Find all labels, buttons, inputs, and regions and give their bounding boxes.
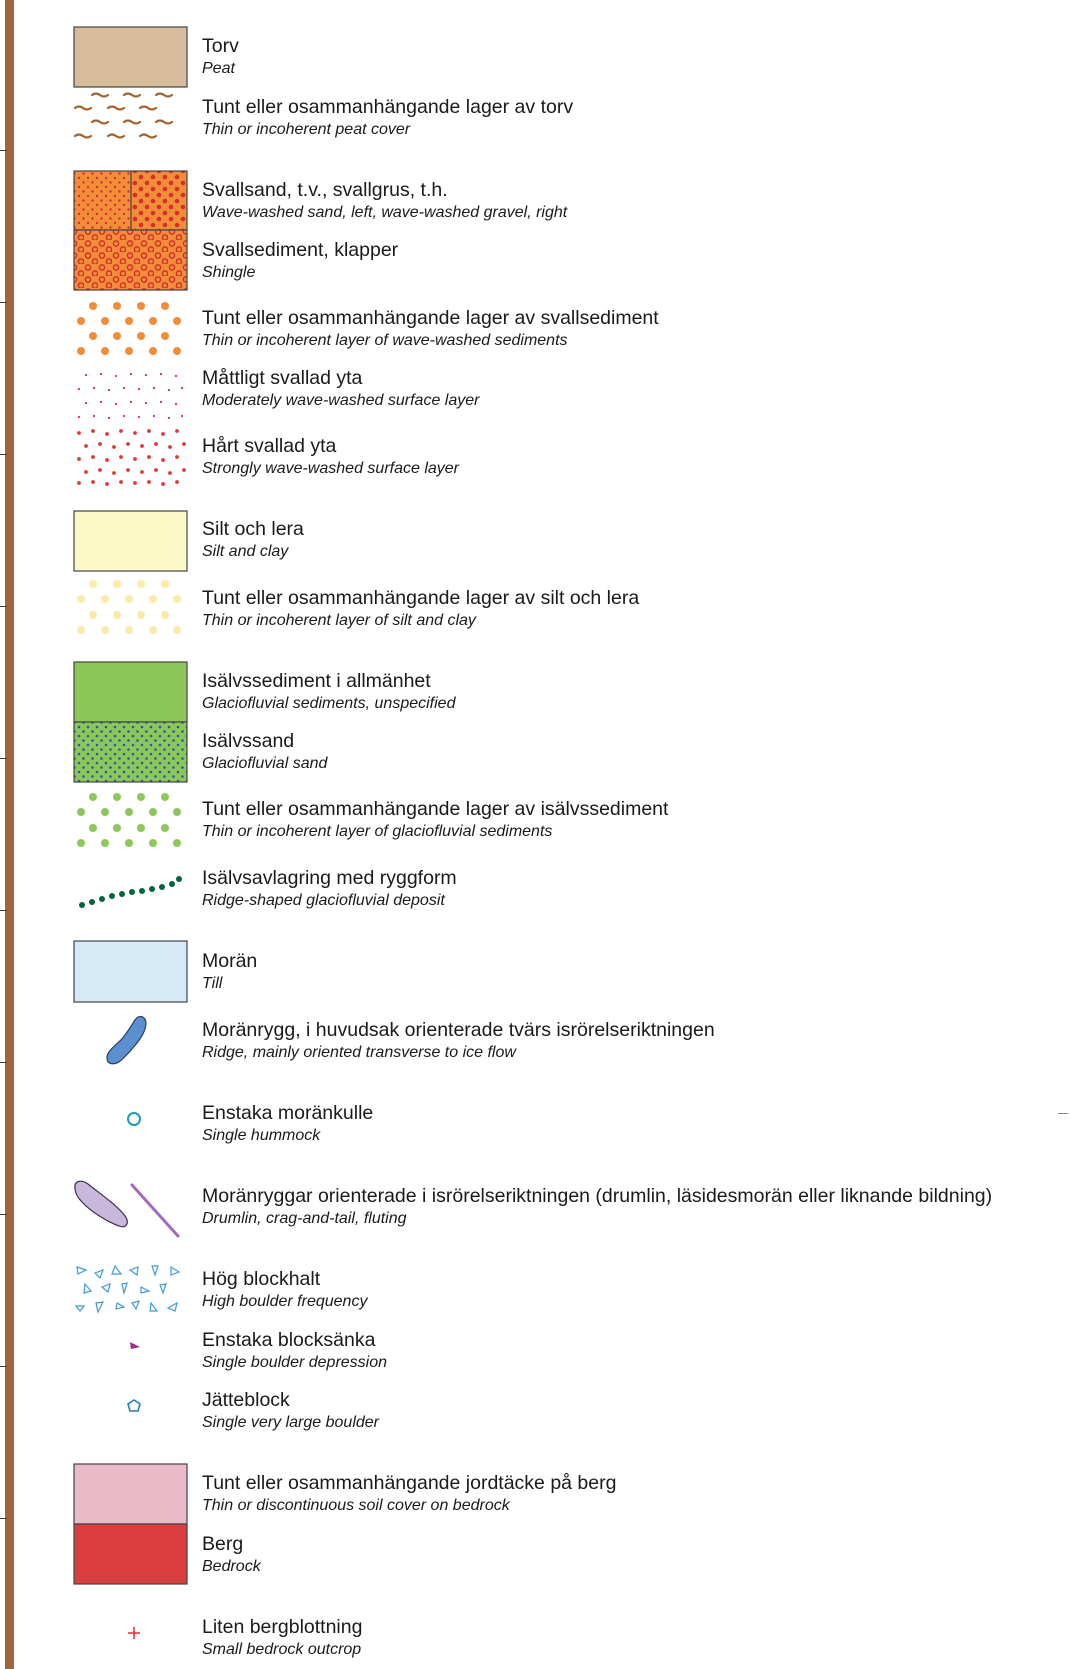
till-swatch (74, 941, 187, 1002)
legend-entry-svallsand (202, 178, 567, 223)
legend-entry-blockhalt (202, 1267, 367, 1312)
legend-entry-bergblottning (202, 1615, 362, 1660)
entry-label-en: Thin or incoherent layer of silt and clay (202, 612, 476, 629)
entry-label-sv: Torv (202, 35, 239, 57)
silt-swatch (74, 511, 187, 571)
transverse-ridge (107, 1017, 146, 1064)
entry-label-en: Ridge-shaped glaciofluvial deposit (202, 892, 445, 909)
entry-label-sv: Isälvssediment i allmänhet (202, 670, 431, 692)
hummock-circle (128, 1113, 140, 1125)
entry-label-en: Bedrock (202, 1558, 261, 1575)
entry-label-en: High boulder frequency (202, 1293, 368, 1310)
entry-label-sv: Tunt eller osammanhängande lager av svallsediment (202, 307, 659, 329)
entry-label-sv: Berg (202, 1533, 244, 1555)
glaciofluvial-sand-swatch (74, 722, 187, 782)
legend-entry-jatteblock (202, 1388, 379, 1433)
legend-entry-isalvssand (202, 729, 327, 774)
entry-label-en: Moderately wave-washed surface layer (202, 392, 480, 409)
entry-label-sv: Isälvssand (202, 730, 295, 752)
entry-label-en: Single hummock (202, 1127, 321, 1144)
legend-entry-morankulle (202, 1101, 373, 1146)
legend-entry-moran (202, 949, 257, 994)
ridge-dotted-line (79, 876, 182, 908)
legend-entry-svallsediment (202, 238, 398, 283)
silt-dot-pattern (77, 580, 181, 634)
entry-label-en: Shingle (202, 264, 256, 281)
legend-entry-moranrygg (202, 1018, 715, 1063)
entry-label-sv: Isälvsavlagring med ryggform (202, 867, 457, 889)
entry-label-sv: Enstaka moränkulle (202, 1102, 374, 1124)
legend-entry-tunn-isalv (202, 797, 668, 842)
entry-label-en: Glaciofluvial sediments, unspecified (202, 695, 456, 712)
glaciofluvial-swatch (74, 662, 187, 722)
large-boulder-pentagon (128, 1400, 140, 1411)
entry-label-en: Till (202, 975, 223, 992)
entry-label-en: Strongly wave-washed surface layer (202, 460, 460, 477)
entry-label-en: Small bedrock outcrop (202, 1641, 362, 1658)
entry-label-sv: Liten bergblottning (202, 1616, 363, 1638)
entry-label-sv: Tunt eller osammanhängande lager av silt och lera (202, 587, 640, 609)
legend-entry-jordtacke (202, 1471, 616, 1516)
legend-entry-isalv (202, 669, 455, 714)
legend-entry-drumlin (202, 1184, 992, 1229)
entry-label-sv: Hårt svallad yta (202, 435, 337, 457)
entry-label-en: Ridge, mainly oriented transverse to ice flow (202, 1044, 516, 1061)
red-dot-pattern (77, 429, 186, 486)
outcrop-cross (128, 1627, 140, 1639)
shingle-swatch (74, 230, 187, 290)
legend-entry-blocksanka (202, 1328, 387, 1373)
entry-label-sv: Silt och lera (202, 518, 304, 540)
entry-label-sv: Måttligt svallad yta (202, 367, 363, 389)
entry-label-sv: Svallsediment, klapper (202, 239, 399, 261)
entry-label-sv: Hög blockhalt (202, 1268, 321, 1290)
entry-label-sv: Svallsand, t.v., svallgrus, t.h. (202, 179, 448, 201)
boulder-depression (130, 1342, 140, 1349)
legend-entry-hart (202, 434, 459, 479)
entry-label-sv: Tunt eller osammanhängande jordtäcke på berg (202, 1472, 617, 1494)
legend-entry-tunn-silt (202, 586, 639, 631)
boulder-triangles (76, 1266, 179, 1312)
legend-entry-berg (202, 1532, 261, 1577)
green-dot-pattern (77, 793, 181, 847)
entry-label-en: Single very large boulder (202, 1414, 379, 1431)
entry-label-sv: Morän (202, 950, 258, 972)
orange-dot-pattern (77, 302, 181, 355)
entry-label-sv: Enstaka blocksänka (202, 1329, 376, 1351)
entry-label-en: Drumlin, crag-and-tail, fluting (202, 1210, 407, 1227)
entry-label-en: Thin or discontinuous soil cover on bedrock (202, 1497, 510, 1514)
wave-washed-sand-gravel-swatch (74, 171, 187, 230)
entry-label-en: Thin or incoherent layer of wave-washed sediments (202, 332, 568, 349)
entry-label-sv: Moränryggar orienterade i isrörelseriktningen (drumlin, läsidesmorän eller liknande bildning) (202, 1185, 993, 1207)
legend-entry-torv (202, 34, 239, 79)
bedrock-swatch (74, 1524, 187, 1584)
soil-cover-swatch (74, 1464, 187, 1524)
entry-label-en: Glaciofluvial sand (202, 755, 328, 772)
entry-label-en: Wave-washed sand, left, wave-washed gravel, right (202, 204, 568, 221)
entry-label-sv: Moränrygg, i huvudsak orienterade tvärs isrörelseriktningen (202, 1019, 715, 1041)
peat-swatch (74, 27, 187, 87)
entry-label-sv: Jätteblock (202, 1389, 290, 1411)
entry-label-en: Single boulder depression (202, 1354, 388, 1371)
legend-entry-tunn-svall (202, 306, 659, 351)
entry-label-sv: Tunt eller osammanhängande lager av isälvssediment (202, 798, 669, 820)
entry-label-sv: Tunt eller osammanhängande lager av torv (202, 96, 574, 118)
entry-label-en: Thin or incoherent layer of glaciofluvial sediments (202, 823, 553, 840)
pink-dot-pattern (78, 373, 183, 419)
peat-wave-pattern (75, 94, 172, 138)
legend-entry-silt (202, 517, 304, 562)
entry-label-en: Thin or incoherent peat cover (202, 121, 411, 138)
legend-entry-ryggform (202, 866, 457, 911)
legend-entry-tunn-torv (202, 95, 573, 140)
drumlin-fluting (75, 1181, 178, 1236)
legend-entry-mattligt (202, 366, 479, 411)
entry-label-en: Peat (202, 60, 235, 77)
entry-label-en: Silt and clay (202, 543, 289, 560)
